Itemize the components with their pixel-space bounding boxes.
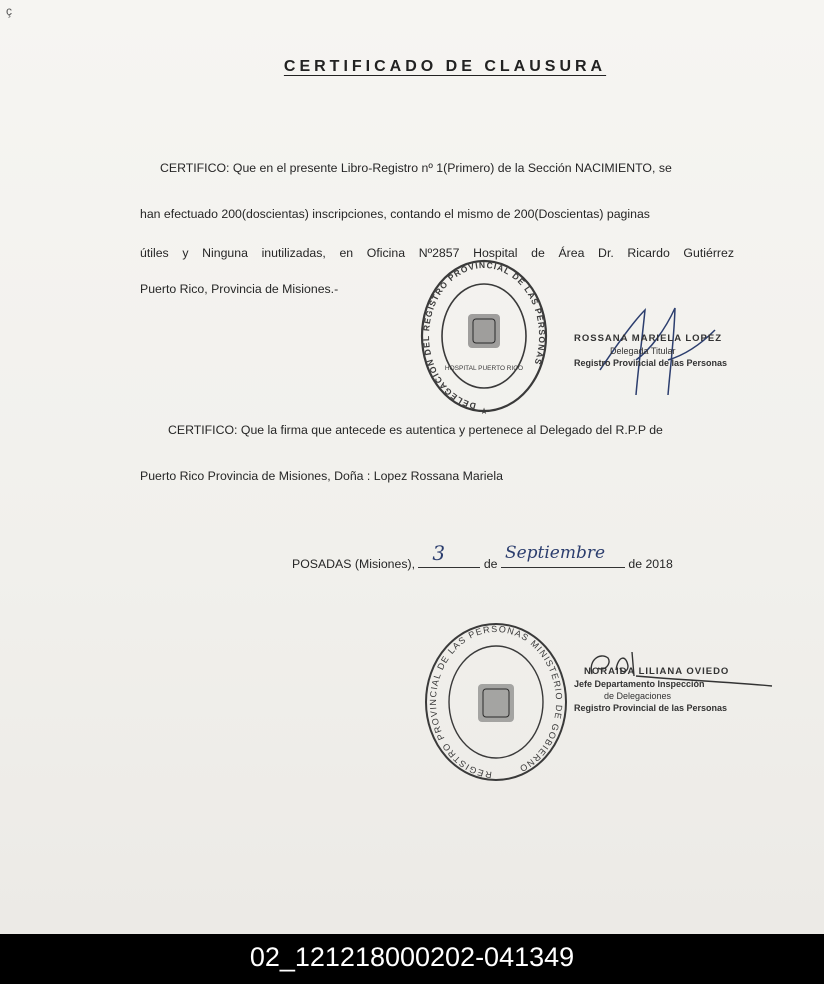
paragraph2-line2: Puerto Rico Provincia de Misiones, Doña : Lopez Rossana Mariela xyxy=(140,469,503,483)
paragraph1-line1: CERTIFICO: Que en el presente Libro-Registro nº 1(Primero) de la Sección NACIMIENTO, se xyxy=(160,161,672,175)
paragraph1-line3: útiles y Ninguna inutilizadas, en Oficina Nº2857 Hospital de Área Dr. Ricardo Gutiérrez xyxy=(140,246,734,260)
signature-1-role: Delegada Titular xyxy=(610,346,676,356)
paragraph1-line4: Puerto Rico, Provincia de Misiones.- xyxy=(140,282,339,296)
signature-1-name: ROSSANA MARIELA LOPEZ xyxy=(574,333,723,344)
footer-bar xyxy=(0,934,824,984)
signature-2-role2: de Delegaciones xyxy=(604,691,672,701)
date-line xyxy=(292,541,673,574)
signature-1-block xyxy=(574,333,727,369)
star-icon: ★ xyxy=(479,406,489,416)
date-month: Septiembre xyxy=(504,543,606,563)
paragraph1-line2: han efectuado 200(doscientas) inscripciones, contando el mismo de 200(Doscientas) paginas xyxy=(140,207,650,221)
signature-2-role: Jefe Departamento Inspección xyxy=(574,679,705,689)
signature-2-block xyxy=(574,666,729,714)
official-seal-1 xyxy=(418,258,550,420)
date-day: 3 xyxy=(432,541,446,565)
signature-2-office: Registro Provincial de las Personas xyxy=(574,703,728,713)
day-blank xyxy=(418,541,480,568)
document-code: 02_121218000202-041349 xyxy=(249,942,575,972)
seal1-ring-text: DELEGACION DEL REGISTRO PROVINCIAL DE LAS PERSONAS xyxy=(421,259,548,412)
month-blank xyxy=(501,543,625,568)
corner-mark: ç xyxy=(6,4,12,18)
seal2-ring-text: REGISTRO PROVINCIAL DE LAS PERSONAS MINISTERIO DE GOBIERNO xyxy=(428,623,565,780)
date-prefix: POSADAS (Misiones), xyxy=(292,557,415,571)
seal1-inner-text: HOSPITAL PUERTO RICO xyxy=(444,365,524,372)
date-suffix: de 2018 xyxy=(628,557,673,571)
official-seal-2 xyxy=(422,622,570,784)
paragraph2-line1: CERTIFICO: Que la firma que antecede es autentica y pertenece al Delegado del R.P.P de xyxy=(168,423,663,437)
document-title: CERTIFICADO DE CLAUSURA xyxy=(283,58,607,75)
signature-1-office: Registro Provincial de las Personas xyxy=(574,358,728,368)
signature-2-name: NORAIDA LILIANA OVIEDO xyxy=(584,666,730,677)
date-de: de xyxy=(483,557,498,571)
